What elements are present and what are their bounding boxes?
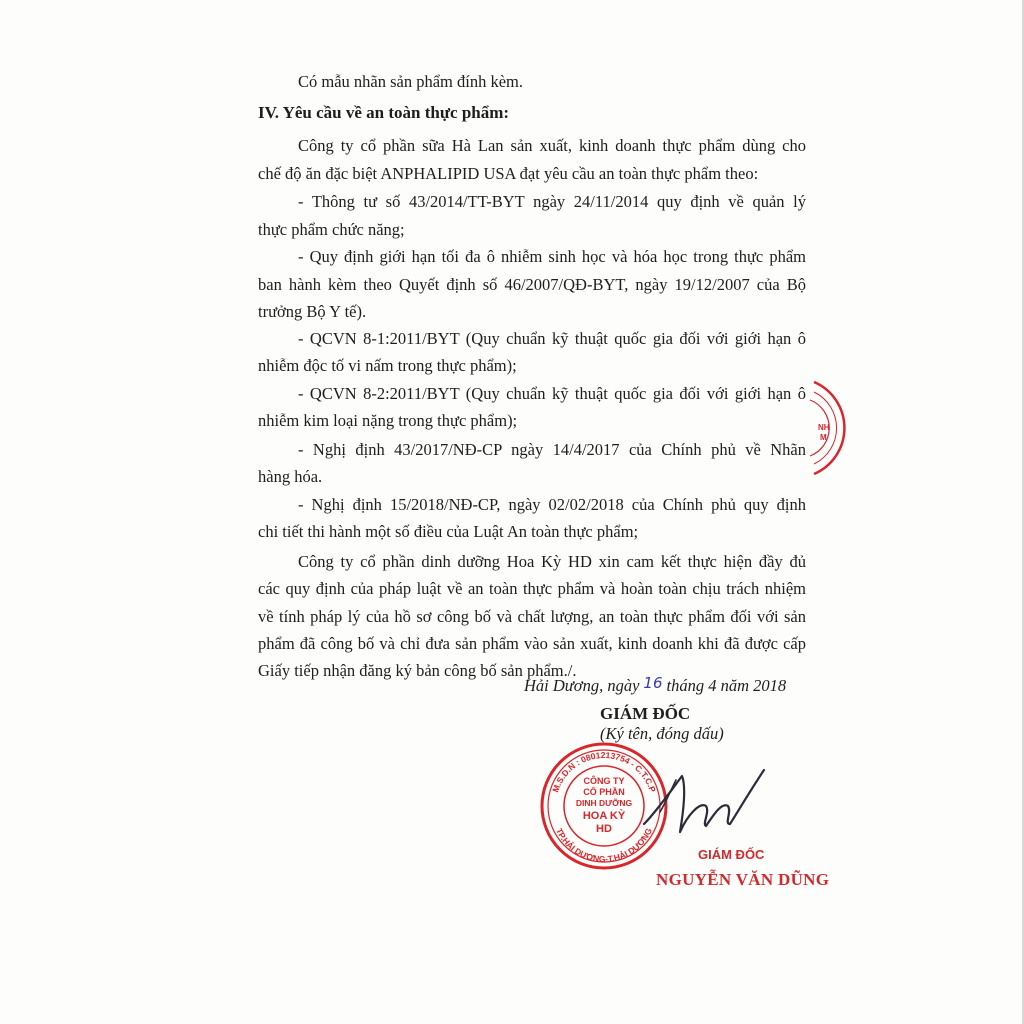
seal-center-line: CỔ PHẦN <box>583 787 625 797</box>
attachment-note: Có mẫu nhãn sản phẩm đính kèm. <box>298 72 524 91</box>
paragraph-line: - QCVN 8-2:2011/BYT (Quy chuẩn kỹ thuật quốc gia đối với giới hạn ô <box>298 384 806 403</box>
date-suffix: tháng 4 năm 2018 <box>666 676 787 695</box>
paragraph-line: - Thông tư số 43/2014/TT-BYT ngày 24/11/2014 quy định về quản lý <box>298 192 806 211</box>
paragraph-line: nhiễm độc tố vi nấm trong thực phẩm); <box>258 356 517 375</box>
signature-instruction: (Ký tên, đóng dấu) <box>600 724 724 743</box>
handwritten-signature-image <box>640 762 780 842</box>
paragraph-line: trưởng Bộ Y tế). <box>258 302 367 321</box>
paragraph-line: - Quy định giới hạn tối đa ô nhiễm sinh học và hóa học trong thực phẩm <box>298 247 806 266</box>
director-name: NGUYỄN VĂN DŨNG <box>656 870 830 889</box>
seal-center-line: HD <box>596 823 612 835</box>
date-day-handwritten: 16 <box>643 674 663 692</box>
paragraph-line: - Nghị định 43/2017/NĐ-CP ngày 14/4/2017 của Chính phủ về Nhãn <box>298 440 806 459</box>
paragraph-line: ban hành kèm theo Quyết định số 46/2007/QĐ-BYT, ngày 19/12/2007 của Bộ <box>258 275 806 294</box>
seal-center-line: CÔNG TY <box>583 776 625 786</box>
paragraph-line: về tính pháp lý của hồ sơ công bố và chất lượng, an toàn thực phẩm đối với sản <box>258 607 806 626</box>
paragraph-line: Công ty cổ phần dinh dưỡng Hoa Kỳ HD xin cam kết thực hiện đầy đủ <box>298 552 806 571</box>
paragraph-line: hàng hóa. <box>258 467 323 486</box>
signatory-title: GIÁM ĐỐC <box>600 704 691 723</box>
stamp-director-title: GIÁM ĐỐC <box>698 847 765 862</box>
seal-ring-top-text: M.S.D.N : 0801213754 - C.T.C.P <box>550 749 658 794</box>
section-heading: IV. Yêu cầu về an toàn thực phẩm: <box>258 103 510 122</box>
paragraph-line: - Nghị định 15/2018/NĐ-CP, ngày 02/02/2018 của Chính phủ quy định <box>298 495 806 514</box>
edge-seal-fragment-image <box>806 378 866 478</box>
paragraph-line: chi tiết thi hành một số điều của Luật An toàn thực phẩm; <box>258 522 639 541</box>
paragraph-line: chế độ ăn đặc biệt ANPHALIPID USA đạt yêu cầu an toàn thực phẩm theo: <box>258 164 759 183</box>
seal-ring-bottom-text: TP.HẢI DƯƠNG-T.HẢI DƯƠNG <box>554 826 654 865</box>
edge-seal-text: M <box>820 433 827 442</box>
paragraph-line: Công ty cổ phần sữa Hà Lan sản xuất, kinh doanh thực phẩm dùng cho <box>298 136 806 155</box>
paragraph-line: nhiễm kim loại nặng trong thực phẩm); <box>258 411 518 430</box>
paragraph-line: - QCVN 8-1:2011/BYT (Quy chuẩn kỹ thuật quốc gia đối với giới hạn ô <box>298 329 806 348</box>
paragraph-line: các quy định của pháp luật về an toàn thực phẩm và hoàn toàn chịu trách nhiệm <box>258 579 806 598</box>
paragraph-line: thực phẩm chức năng; <box>258 220 405 239</box>
paragraph-line: Giấy tiếp nhận đăng ký bản công bố sản phẩm./. <box>258 661 577 680</box>
edge-seal-text: NH <box>818 423 830 432</box>
seal-center-line: HOA KỲ <box>582 810 626 822</box>
seal-center-line: DINH DƯỠNG <box>575 798 633 808</box>
date-prefix: Hải Dương, ngày <box>524 676 640 695</box>
paragraph-line: phẩm đã công bố và chỉ đưa sản phẩm vào sản xuất, kinh doanh khi đã được cấp <box>258 634 806 653</box>
date-line <box>524 676 786 696</box>
